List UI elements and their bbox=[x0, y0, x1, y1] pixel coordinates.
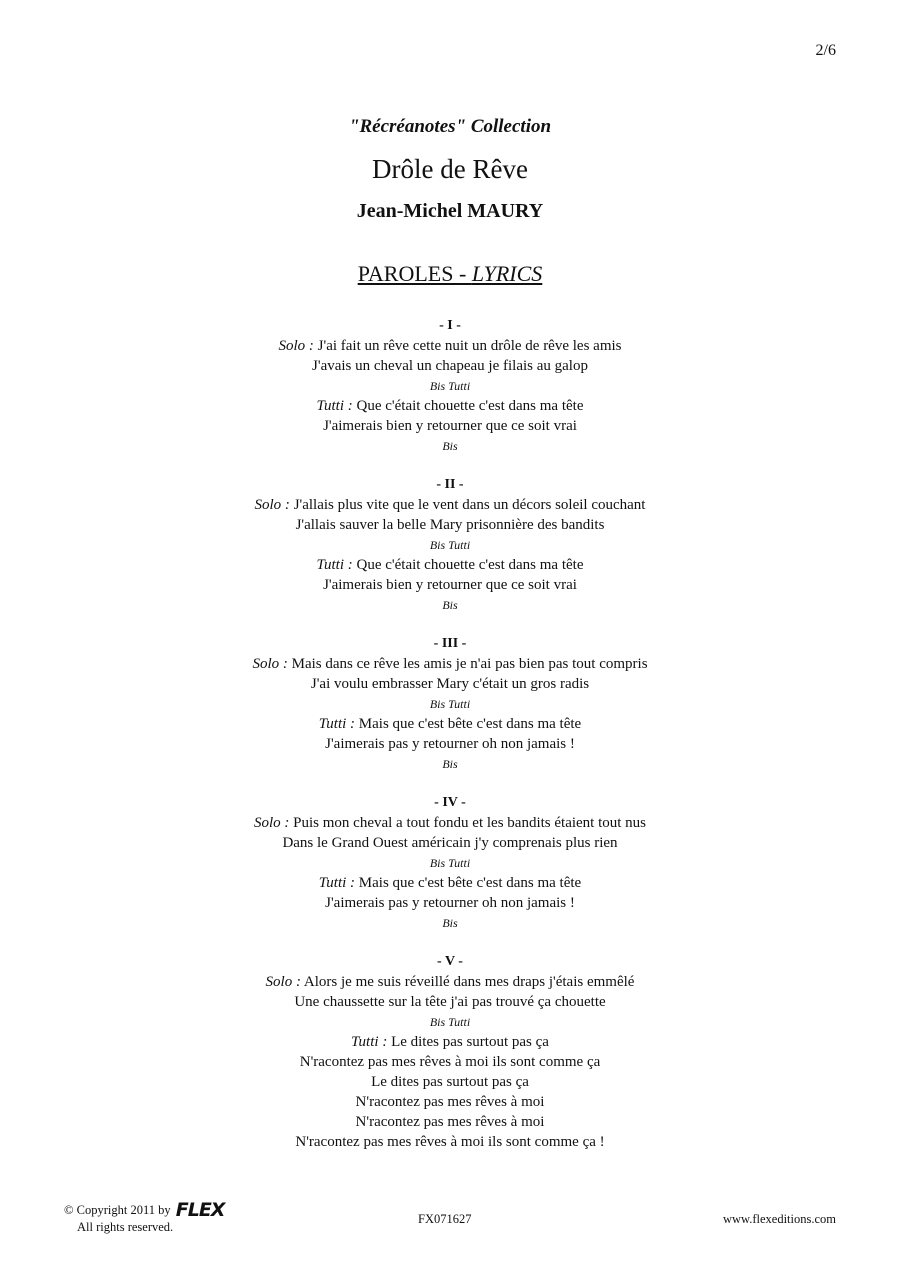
verse bbox=[0, 634, 900, 774]
lyric-line bbox=[0, 972, 900, 992]
lyric-text: J'ai fait un rêve cette nuit un drôle de rêve les amis bbox=[317, 338, 622, 354]
footer-copyright bbox=[64, 1199, 225, 1236]
document-header bbox=[0, 114, 900, 288]
lyric-line bbox=[0, 813, 900, 833]
verse-number: - III - bbox=[433, 636, 467, 651]
lyric-text: Le dites pas surtout pas ça bbox=[391, 1034, 549, 1050]
lyric-line bbox=[0, 336, 900, 356]
singer-label: Tutti : bbox=[351, 1034, 388, 1050]
lyrics-verses bbox=[0, 316, 900, 1171]
singer-label: Solo : bbox=[254, 497, 290, 513]
lyric-line bbox=[0, 734, 900, 754]
lyric-line bbox=[0, 1092, 900, 1112]
lyric-text: J'aimerais pas y retourner oh non jamais ! bbox=[325, 736, 575, 752]
website-link[interactable]: www.flexeditions.com bbox=[722, 1212, 836, 1226]
song-title: Drôle de Rêve bbox=[372, 154, 528, 184]
lyric-text: J'aimerais bien y retourner que ce soit vrai bbox=[323, 418, 577, 434]
lyric-text: J'avais un cheval un chapeau je filais au galop bbox=[312, 358, 588, 374]
lyric-text: J'aimerais bien y retourner que ce soit vrai bbox=[323, 577, 577, 593]
lyric-text: J'ai voulu embrasser Mary c'était un gros radis bbox=[310, 676, 590, 692]
lyric-line bbox=[0, 356, 900, 376]
rights-text: All rights reserved. bbox=[77, 1220, 174, 1234]
lyric-text: Mais dans ce rêve les amis je n'ai pas bien pas tout compris bbox=[291, 656, 648, 672]
lyric-line bbox=[0, 893, 900, 913]
flex-logo: FLEX bbox=[175, 1199, 225, 1221]
lyric-text: Que c'était chouette c'est dans ma tête bbox=[356, 398, 584, 414]
lyric-text: J'aimerais pas y retourner oh non jamais ! bbox=[325, 895, 575, 911]
verse bbox=[0, 475, 900, 615]
copyright-text: © Copyright 2011 by bbox=[64, 1203, 171, 1217]
bis-tutti-note: Bis Tutti bbox=[429, 697, 471, 711]
lyric-text: Mais que c'est bête c'est dans ma tête bbox=[358, 716, 582, 732]
verse-number: - I - bbox=[439, 318, 461, 333]
singer-label: Tutti : bbox=[318, 875, 356, 891]
lyric-line bbox=[0, 1052, 900, 1072]
singer-label: Solo : bbox=[265, 974, 301, 990]
singer-label: Solo : bbox=[252, 656, 288, 672]
lyric-line bbox=[0, 1132, 900, 1152]
lyric-text: J'allais plus vite que le vent dans un décors soleil couchant bbox=[293, 497, 646, 513]
lyric-line bbox=[0, 992, 900, 1012]
verse-number: - IV - bbox=[434, 795, 466, 810]
lyrics-heading bbox=[0, 260, 900, 288]
lyric-text: Le dites pas surtout pas ça bbox=[371, 1074, 529, 1090]
bis-note: Bis bbox=[442, 598, 458, 612]
verse-number: - II - bbox=[436, 477, 464, 492]
lyric-text: Puis mon cheval a tout fondu et les bandits étaient tout nus bbox=[293, 815, 647, 831]
lyric-line bbox=[0, 495, 900, 515]
lyric-text: N'racontez pas mes rêves à moi ils sont comme ça bbox=[299, 1054, 601, 1070]
lyric-line bbox=[0, 396, 900, 416]
bis-tutti-note: Bis Tutti bbox=[429, 379, 471, 393]
lyric-text: Mais que c'est bête c'est dans ma tête bbox=[358, 875, 582, 891]
lyric-line bbox=[0, 515, 900, 535]
lyric-line bbox=[0, 833, 900, 853]
bis-note: Bis bbox=[442, 439, 458, 453]
verse-number: - V - bbox=[437, 954, 463, 969]
lyric-text: N'racontez pas mes rêves à moi bbox=[355, 1094, 545, 1110]
lyric-line bbox=[0, 654, 900, 674]
lyric-line bbox=[0, 575, 900, 595]
verse bbox=[0, 952, 900, 1152]
lyric-line bbox=[0, 1112, 900, 1132]
lyric-text: N'racontez pas mes rêves à moi ils sont comme ça ! bbox=[295, 1134, 605, 1150]
singer-label: Solo : bbox=[253, 815, 290, 831]
bis-note: Bis bbox=[442, 757, 458, 771]
lyric-line bbox=[0, 416, 900, 436]
verse bbox=[0, 793, 900, 933]
lyric-line bbox=[0, 873, 900, 893]
lyrics-heading-italic: LYRICS bbox=[471, 261, 543, 286]
lyric-line bbox=[0, 1032, 900, 1052]
lyric-line bbox=[0, 714, 900, 734]
lyric-line bbox=[0, 555, 900, 575]
bis-tutti-note: Bis Tutti bbox=[429, 1015, 471, 1029]
lyric-text: Alors je me suis réveillé dans mes draps j'étais emmêlé bbox=[303, 974, 635, 990]
lyric-line bbox=[0, 1072, 900, 1092]
lyrics-heading-main: PAROLES - bbox=[357, 261, 472, 286]
bis-note: Bis bbox=[442, 916, 458, 930]
lyric-text: Que c'était chouette c'est dans ma tête bbox=[356, 557, 584, 573]
singer-label: Tutti : bbox=[318, 716, 356, 732]
lyric-text: Une chaussette sur la tête j'ai pas trouvé ça chouette bbox=[294, 994, 606, 1010]
verse bbox=[0, 316, 900, 456]
lyric-line bbox=[0, 674, 900, 694]
lyric-text: N'racontez pas mes rêves à moi bbox=[355, 1114, 545, 1130]
singer-label: Solo : bbox=[278, 338, 314, 354]
lyric-text: Dans le Grand Ouest américain j'y comprenais plus rien bbox=[282, 835, 618, 851]
page-number: 2/6 bbox=[815, 42, 836, 59]
bis-tutti-note: Bis Tutti bbox=[429, 538, 471, 552]
composer-name: Jean-Michel MAURY bbox=[356, 200, 544, 222]
singer-label: Tutti : bbox=[316, 398, 353, 414]
catalog-number: FX071627 bbox=[418, 1212, 472, 1226]
bis-tutti-note: Bis Tutti bbox=[429, 856, 471, 870]
lyric-text: J'allais sauver la belle Mary prisonnière des bandits bbox=[295, 517, 605, 533]
singer-label: Tutti : bbox=[316, 557, 353, 573]
collection-name: "Récréanotes" Collection bbox=[348, 116, 552, 137]
